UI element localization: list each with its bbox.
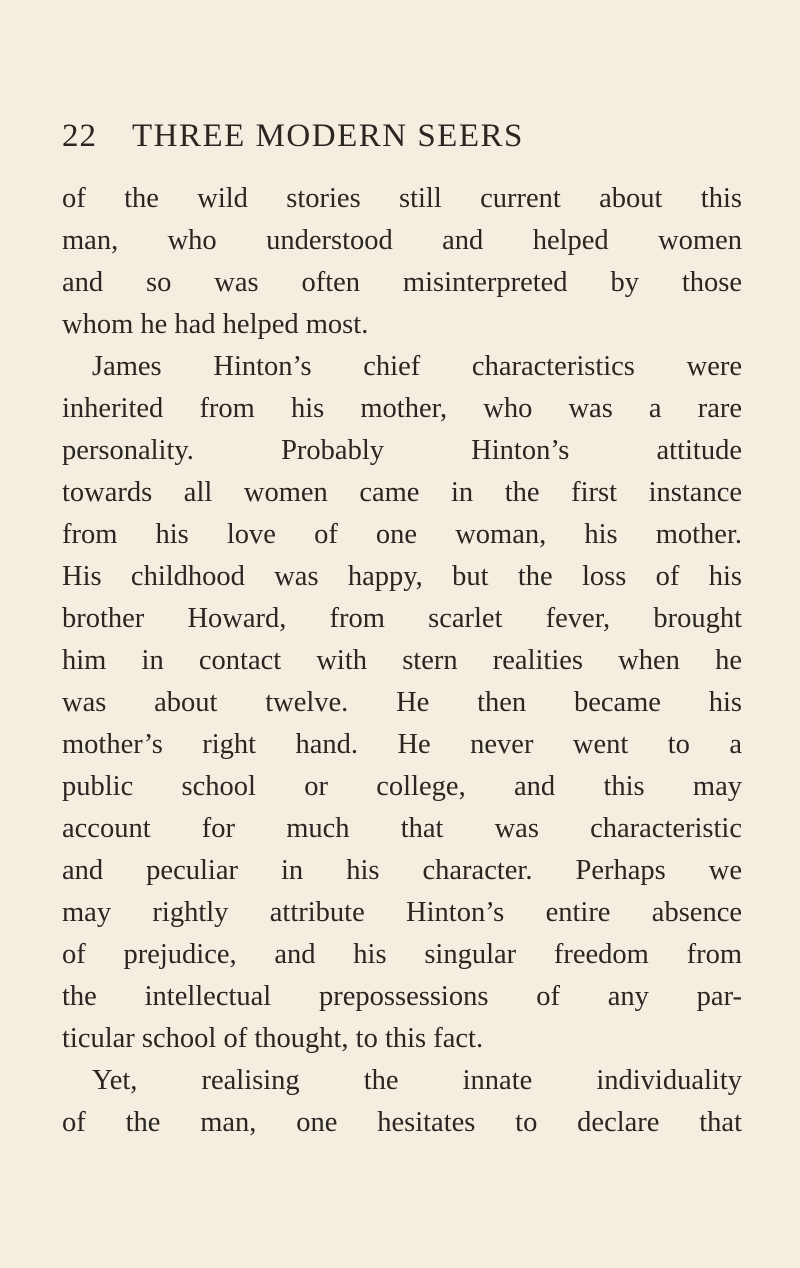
- text-line: Yet, realising the innate individuality: [92, 1065, 742, 1096]
- text-line: mother’s right hand. He never went to a: [62, 729, 742, 760]
- text-line: of prejudice, and his singular freedom from: [62, 939, 742, 970]
- page-number: 22: [62, 118, 97, 154]
- text-line: account for much that was characteristic: [62, 813, 742, 844]
- text-line: and so was often misinterpreted by those: [62, 267, 742, 298]
- text-line: and peculiar in his character. Perhaps we: [62, 855, 742, 886]
- text-line: whom he had helped most.: [62, 309, 369, 340]
- text-line: of the man, one hesitates to declare that: [62, 1107, 742, 1138]
- running-title: THREE MODERN SEERS: [132, 118, 524, 154]
- text-line: may rightly attribute Hinton’s entire absence: [62, 897, 742, 928]
- text-line: the intellectual prepossessions of any par-: [62, 981, 742, 1012]
- page-header: [62, 118, 742, 155]
- text-line: James Hinton’s chief characteristics were: [92, 351, 742, 382]
- text-line: personality. Probably Hinton’s attitude: [62, 435, 742, 466]
- text-line: from his love of one woman, his mother.: [62, 519, 742, 550]
- text-line: him in contact with stern realities when he: [62, 645, 742, 676]
- text-line: His childhood was happy, but the loss of his: [62, 561, 742, 592]
- text-line: inherited from his mother, who was a rare: [62, 393, 742, 424]
- text-line: of the wild stories still current about this: [62, 183, 742, 214]
- text-line: ticular school of thought, to this fact.: [62, 1023, 484, 1054]
- text-line: was about twelve. He then became his: [62, 687, 742, 718]
- text-line: towards all women came in the first instance: [62, 477, 742, 508]
- text-line: man, who understood and helped women: [62, 225, 742, 256]
- text-line: public school or college, and this may: [62, 771, 742, 802]
- text-line: brother Howard, from scarlet fever, brought: [62, 603, 742, 634]
- body-text: [62, 178, 742, 1144]
